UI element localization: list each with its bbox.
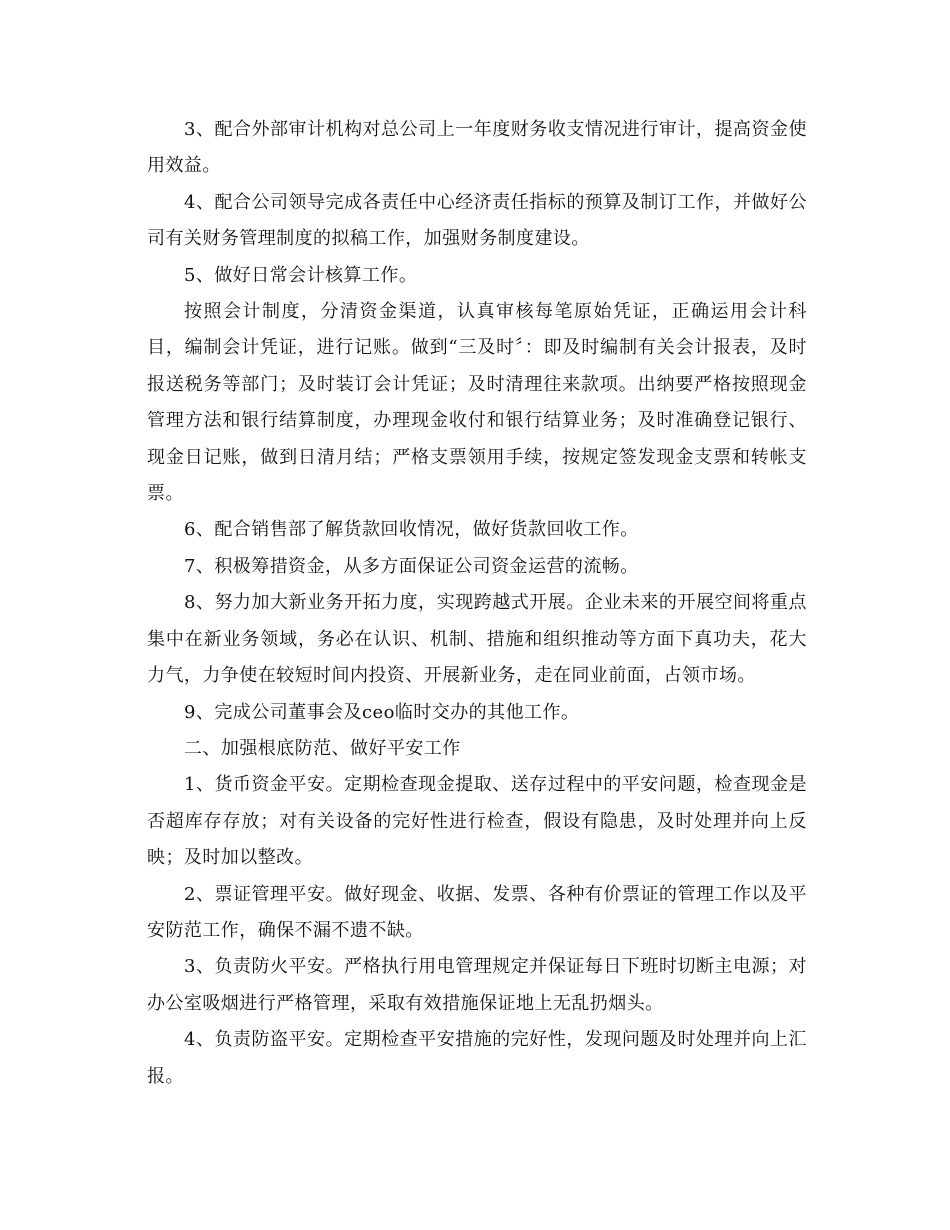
paragraph-new-business: 8、努力加大新业务开拓力度，实现跨越式开展。企业未来的开展空间将重点集中在新业务领域，务必在认识、机制、措施和组织推动等方面下真功夫，花大力气，力争使在较短时间内投资、开展新业务，走在同业前面，占领市场。 (147, 592, 807, 687)
section-heading-safety: 二、加强根底防范、做好平安工作 (184, 737, 461, 759)
paragraph-cash-safety: 1、货币资金平安。定期检查现金提取、送存过程中的平安问题，检查现金是否超库存存放；对有关设备的完好性进行检查，假设有隐患，及时处理并向上反映；及时加以整改。 (147, 774, 807, 869)
paragraph-budget-work: 4、配合公司领导完成各责任中心经济责任指标的预算及制订工作，并做好公司有关财务管理制度的拟稿工作，加强财务制度建设。 (147, 191, 807, 250)
paragraph-audit-cooperation: 3、配合外部审计机构对总公司上一年度财务收支情况进行审计，提高资金使用效益。 (147, 119, 807, 177)
paragraph-other-tasks: 9、完成公司董事会及ceo临时交办的其他工作。 (184, 701, 580, 723)
paragraph-accounting-heading: 5、做好日常会计核算工作。 (184, 264, 418, 286)
paragraph-payment-collection: 6、配合销售部了解货款回收情况，做好货款回收工作。 (184, 519, 639, 541)
paragraph-voucher-safety: 2、票证管理平安。做好现金、收据、发票、各种有价票证的管理工作以及平安防范工作，确保不漏不遗不缺。 (147, 883, 807, 941)
paragraph-theft-prevention: 4、负责防盗平安。定期检查平安措施的完好性，发现问题及时处理并向上汇报。 (147, 1029, 807, 1087)
paragraph-fund-raising: 7、积极筹措资金，从多方面保证公司资金运营的流畅。 (184, 555, 639, 577)
document-page (147, 112, 807, 1095)
paragraph-accounting-details: 按照会计制度，分清资金渠道，认真审核每笔原始凭证，正确运用会计科目，编制会计凭证，进行记账。做到“三及时〞：即及时编制有关会计报表，及时报送税务等部门；及时装订会计凭证；及时清理往来款项。出纳要严格按照现金管理方法和银行结算制度，办理现金收付和银行结算业务；及时准确登记银行、现金日记账，做到日清月结；严格支票领用手续，按规定签发现金支票和转帐支票。 (147, 301, 807, 505)
paragraph-fire-safety: 3、负责防火平安。严格执行用电管理规定并保证每日下班时切断主电源；对办公室吸烟进行严格管理，采取有效措施保证地上无乱扔烟头。 (147, 956, 807, 1014)
